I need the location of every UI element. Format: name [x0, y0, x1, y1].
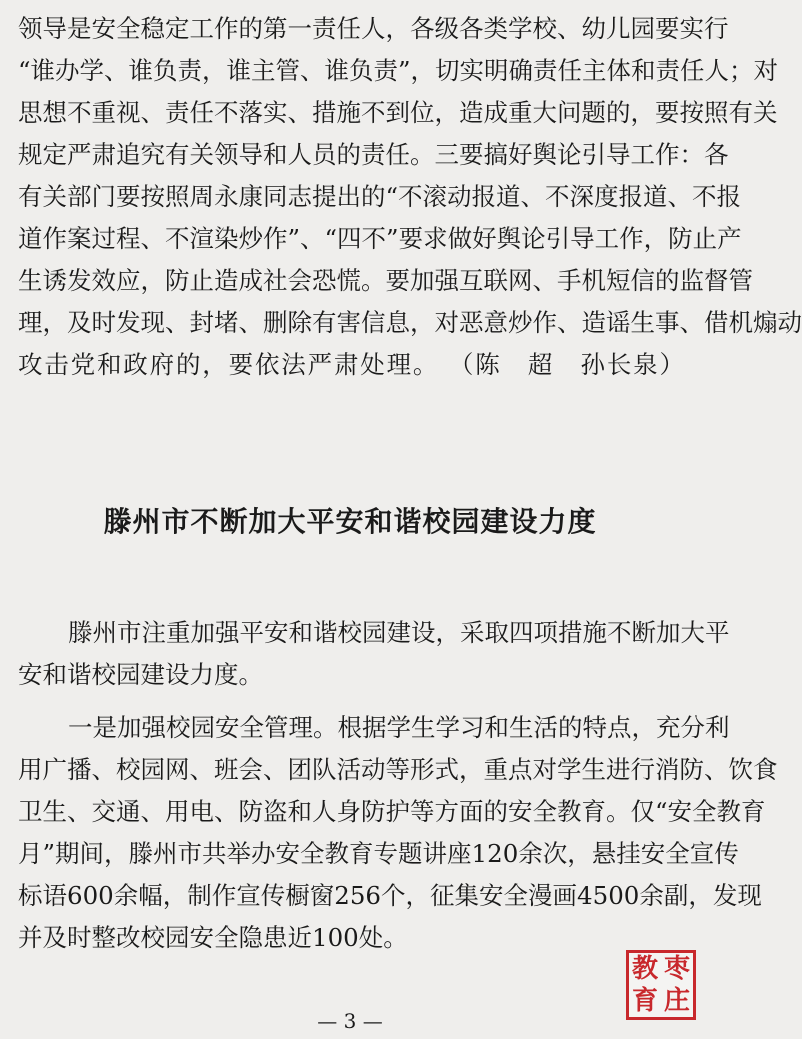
page-number: — 3 — — [317, 1009, 383, 1033]
section-paragraph — [18, 707, 778, 959]
author-signature: （陈 超 孙长泉） — [448, 350, 684, 379]
intro-paragraph — [18, 612, 730, 696]
text-line: 规定严肃追究有关领导和人员的责任。三要搞好舆论引导工作：各 — [18, 140, 729, 169]
seal-char: 教 — [631, 954, 658, 984]
text-line: 一是加强校园安全管理。根据学生学习和生活的特点，充分利 — [68, 713, 730, 742]
text-line: 月”期间，滕州市共举办安全教育专题讲座120余次，悬挂安全宣传 — [18, 839, 739, 868]
article-title: 滕州市不断加大平安和谐校园建设力度 — [103, 505, 597, 538]
seal-char: 枣 — [663, 954, 690, 984]
last-line-row — [18, 344, 684, 386]
text-line: 领导是安全稳定工作的第一责任人，各级各类学校、幼儿园要实行 — [18, 14, 729, 43]
seal-char: 庄 — [663, 986, 690, 1016]
text-line: 思想不重视、责任不落实、措施不到位，造成重大问题的，要按照有关 — [18, 98, 778, 127]
text-line: 攻击党和政府的，要依法严肃处理。 — [18, 350, 440, 379]
text-line: 用广播、校园网、班会、团队活动等形式，重点对学生进行消防、饮食 — [18, 755, 778, 784]
text-line: 有关部门要按照周永康同志提出的“不滚动报道、不深度报道、不报 — [18, 182, 742, 211]
seal-char: 育 — [631, 986, 658, 1016]
text-line: 卫生、交通、用电、防盗和人身防护等方面的安全教育。仅“安全教育 — [18, 797, 766, 826]
text-line: “谁办学、谁负责，谁主管、谁负责”，切实明确责任主体和责任人；对 — [18, 56, 779, 85]
text-line: 道作案过程、不渲染炒作”、“四不”要求做好舆论引导工作，防止产 — [18, 224, 742, 253]
text-line: 安和谐校园建设力度。 — [18, 660, 263, 689]
text-line: 生诱发效应，防止造成社会恐慌。要加强互联网、手机短信的监督管 — [18, 266, 753, 295]
red-seal-stamp — [626, 950, 696, 1020]
text-line: 并及时整改校园安全隐患近100处。 — [18, 923, 408, 952]
text-line: 标语600余幅，制作宣传橱窗256个，征集安全漫画4500余副，发现 — [18, 881, 762, 910]
top-paragraph — [18, 8, 802, 386]
text-line: 理，及时发现、封堵、删除有害信息，对恶意炒作、造谣生事、借机煽动 — [18, 308, 802, 337]
text-line: 滕州市注重加强平安和谐校园建设，采取四项措施不断加大平 — [68, 618, 730, 647]
